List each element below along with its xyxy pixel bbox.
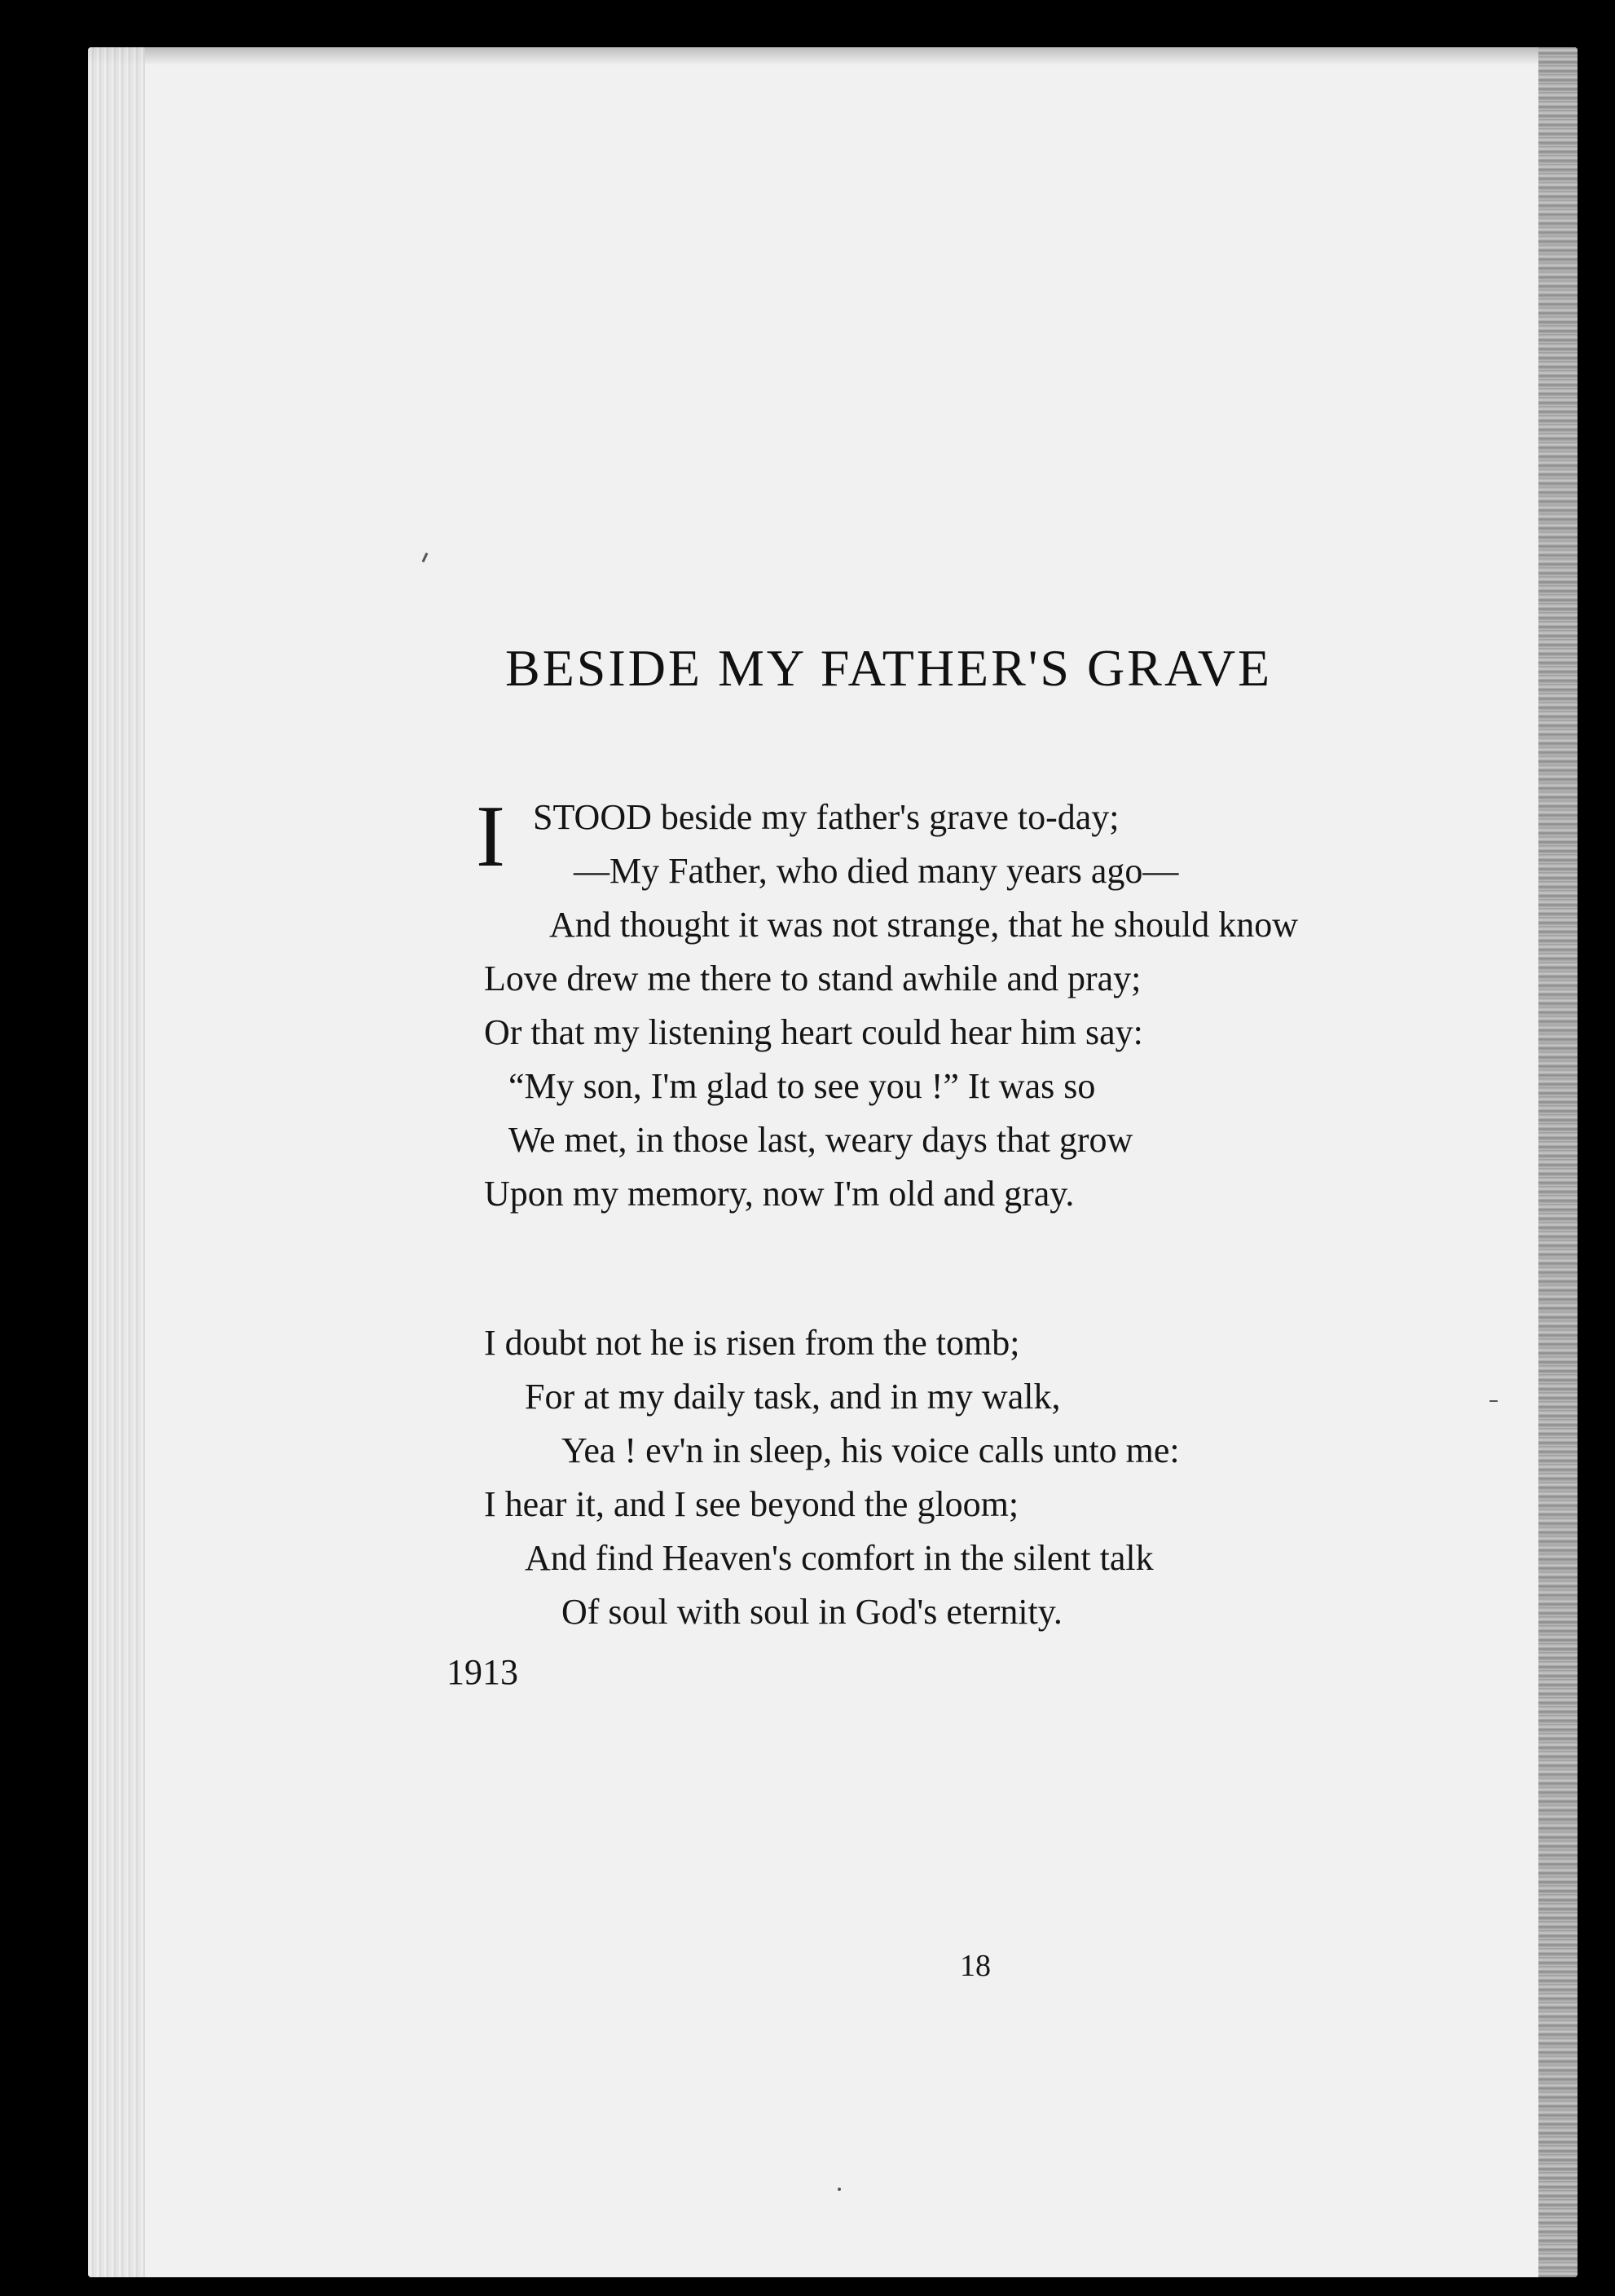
poem-line: Or that my listening heart could hear him say: <box>484 1012 1143 1052</box>
scan-speck <box>838 2188 841 2191</box>
book-binding <box>1538 47 1578 2277</box>
poem-line: And thought it was not strange, that he should know <box>549 905 1299 945</box>
book-page <box>88 47 1578 2277</box>
stanza-2 <box>476 1316 1180 1639</box>
poem-line: Love drew me there to stand awhile and pray; <box>484 959 1142 998</box>
stanza-1 <box>476 788 1299 1221</box>
poem-line: We met, in those last, weary days that grow <box>508 1120 1133 1160</box>
poem-line: Of soul with soul in God's eternity. <box>561 1592 1063 1632</box>
poem-title: BESIDE MY FATHER'S GRAVE <box>505 639 1273 697</box>
poem-line: STOOD beside my father's grave to-day; <box>533 797 1120 837</box>
poem-line: “My son, I'm glad to see you !” It was so <box>508 1066 1096 1106</box>
poem-year: 1913 <box>447 1652 518 1692</box>
scan-speck <box>422 553 429 562</box>
poem-line: Yea ! ev'n in sleep, his voice calls unto me: <box>561 1430 1180 1470</box>
page-edges <box>88 47 145 2277</box>
page-edge-top <box>88 47 1578 65</box>
poem-line: I doubt not he is risen from the tomb; <box>484 1323 1020 1363</box>
drop-cap: I <box>476 788 505 885</box>
poem-line: For at my daily task, and in my walk, <box>525 1377 1061 1417</box>
poem-line: —My Father, who died many years ago— <box>574 851 1179 891</box>
page-number: 18 <box>960 1949 991 1983</box>
poem-line: I hear it, and I see beyond the gloom; <box>484 1484 1019 1524</box>
poem-line: Upon my memory, now I'm old and gray. <box>484 1174 1075 1214</box>
scan-speck <box>1490 1400 1498 1402</box>
poem-line: And find Heaven's comfort in the silent talk <box>525 1538 1154 1578</box>
